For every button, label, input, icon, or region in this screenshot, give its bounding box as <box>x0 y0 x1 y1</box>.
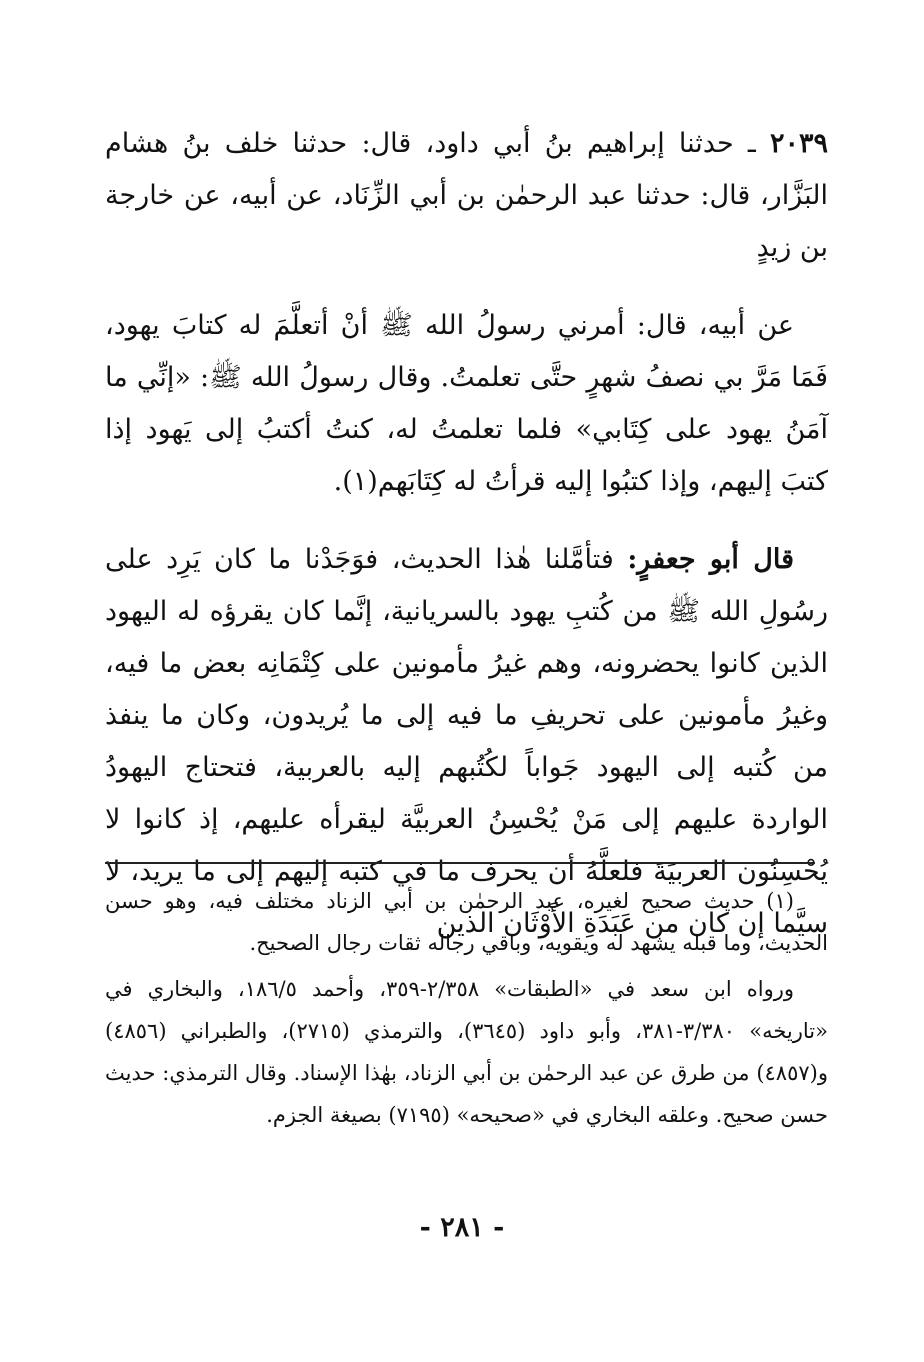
hadith-isnad: ـ حدثنا إبراهيم بنُ أبي داود، قال: حدثنا خلف بنُ هشام البَزَّار، قال: حدثنا عبد الرحمٰن بن أبي الزِّنَاد، عن أبيه، عن خارجة بن زيدٍ <box>105 128 828 263</box>
main-text <box>105 118 828 976</box>
hadith-number: ٢٠٣٩ <box>769 128 828 159</box>
footnote-item: ورواه ابن سعد في «الطبقات» ٢/٣٥٨-٣٥٩، وأحمد ١٨٦/٥، والبخاري في «تاريخه» ٣/٣٨٠-٣٨١، وأبو داود (٣٦٤٥)، والترمذي (٢٧١٥)، والطبراني (٤٨٥٦) و(٤٨٥٧) من طرق عن عبد الرحمٰن بن أبي الزناد، بهٰذا الإسناد. وقال الترمذي: حديث حسن صحيح. وعلقه البخاري في «صحيحه» (٧١٩٥) بصيغة الجزم. <box>105 977 828 1127</box>
commentary-text: فتأمَّلنا هٰذا الحديث، فوَجَدْنا ما كان يَرِد على رسُولِ الله ﷺ من كُتبِ يهود بالسريانية، إنَّما كان يقرؤه له اليهود الذين كانوا يحضرونه، وهم غيرُ مأمونين على كِتْمَانِه بعض ما فيه، وغيرُ مأمونين على تحريفِ ما فيه إلى ما يُريدون، وكان ما ينفذ من كُتبه إلى اليهود جَواباً لكُتُبهم إليه بالعربية، فتحتاج اليهودُ الواردة عليهم إلى مَنْ يُحْسِنُ العربيَّة ليقرأه عليهم، إذ كانوا لا يُحْسِنُون العربيَةَ فلعلَّهُ أن يحرف ما في كتبه إليهم إلى ما يريد، لا سيَّما إن كان من عَبَدَةِ الأَوْثَان الذين <box>105 544 828 939</box>
hadith-matn-paragraph <box>105 300 828 508</box>
footnotes <box>105 880 828 1140</box>
footnote-divider <box>105 862 815 864</box>
hadith-isnad-paragraph <box>105 118 828 274</box>
footnote-item: (١) حديث صحيح لغيره، عبد الرحمٰن بن أبي الزناد مختلف فيه، وهو حسن الحديث، وما قبله يشهد له ويقويه، وباقي رجاله ثقات رجال الصحيح. <box>105 889 828 955</box>
page-number: - ٢٨١ - <box>419 1212 505 1243</box>
commentary-label: قال أبو جعفرٍ: <box>627 544 794 575</box>
hadith-matn: عن أبيه، قال: أمرني رسولُ الله ﷺ أنْ أتعلَّمَ له كتابَ يهود، فَمَا مَرَّ بي نصفُ شهرٍ حتَّى تعلمتُ. وقال رسولُ الله ﷺ: «إنِّي ما آمَنُ يهود على كِتَابي» فلما تعلمتُ له، كنتُ أكتبُ إلى يَهود إذا كتبَ إليهم، وإذا كتبُوا إليه قرأتُ له كِتَابَهم(١). <box>105 310 828 497</box>
